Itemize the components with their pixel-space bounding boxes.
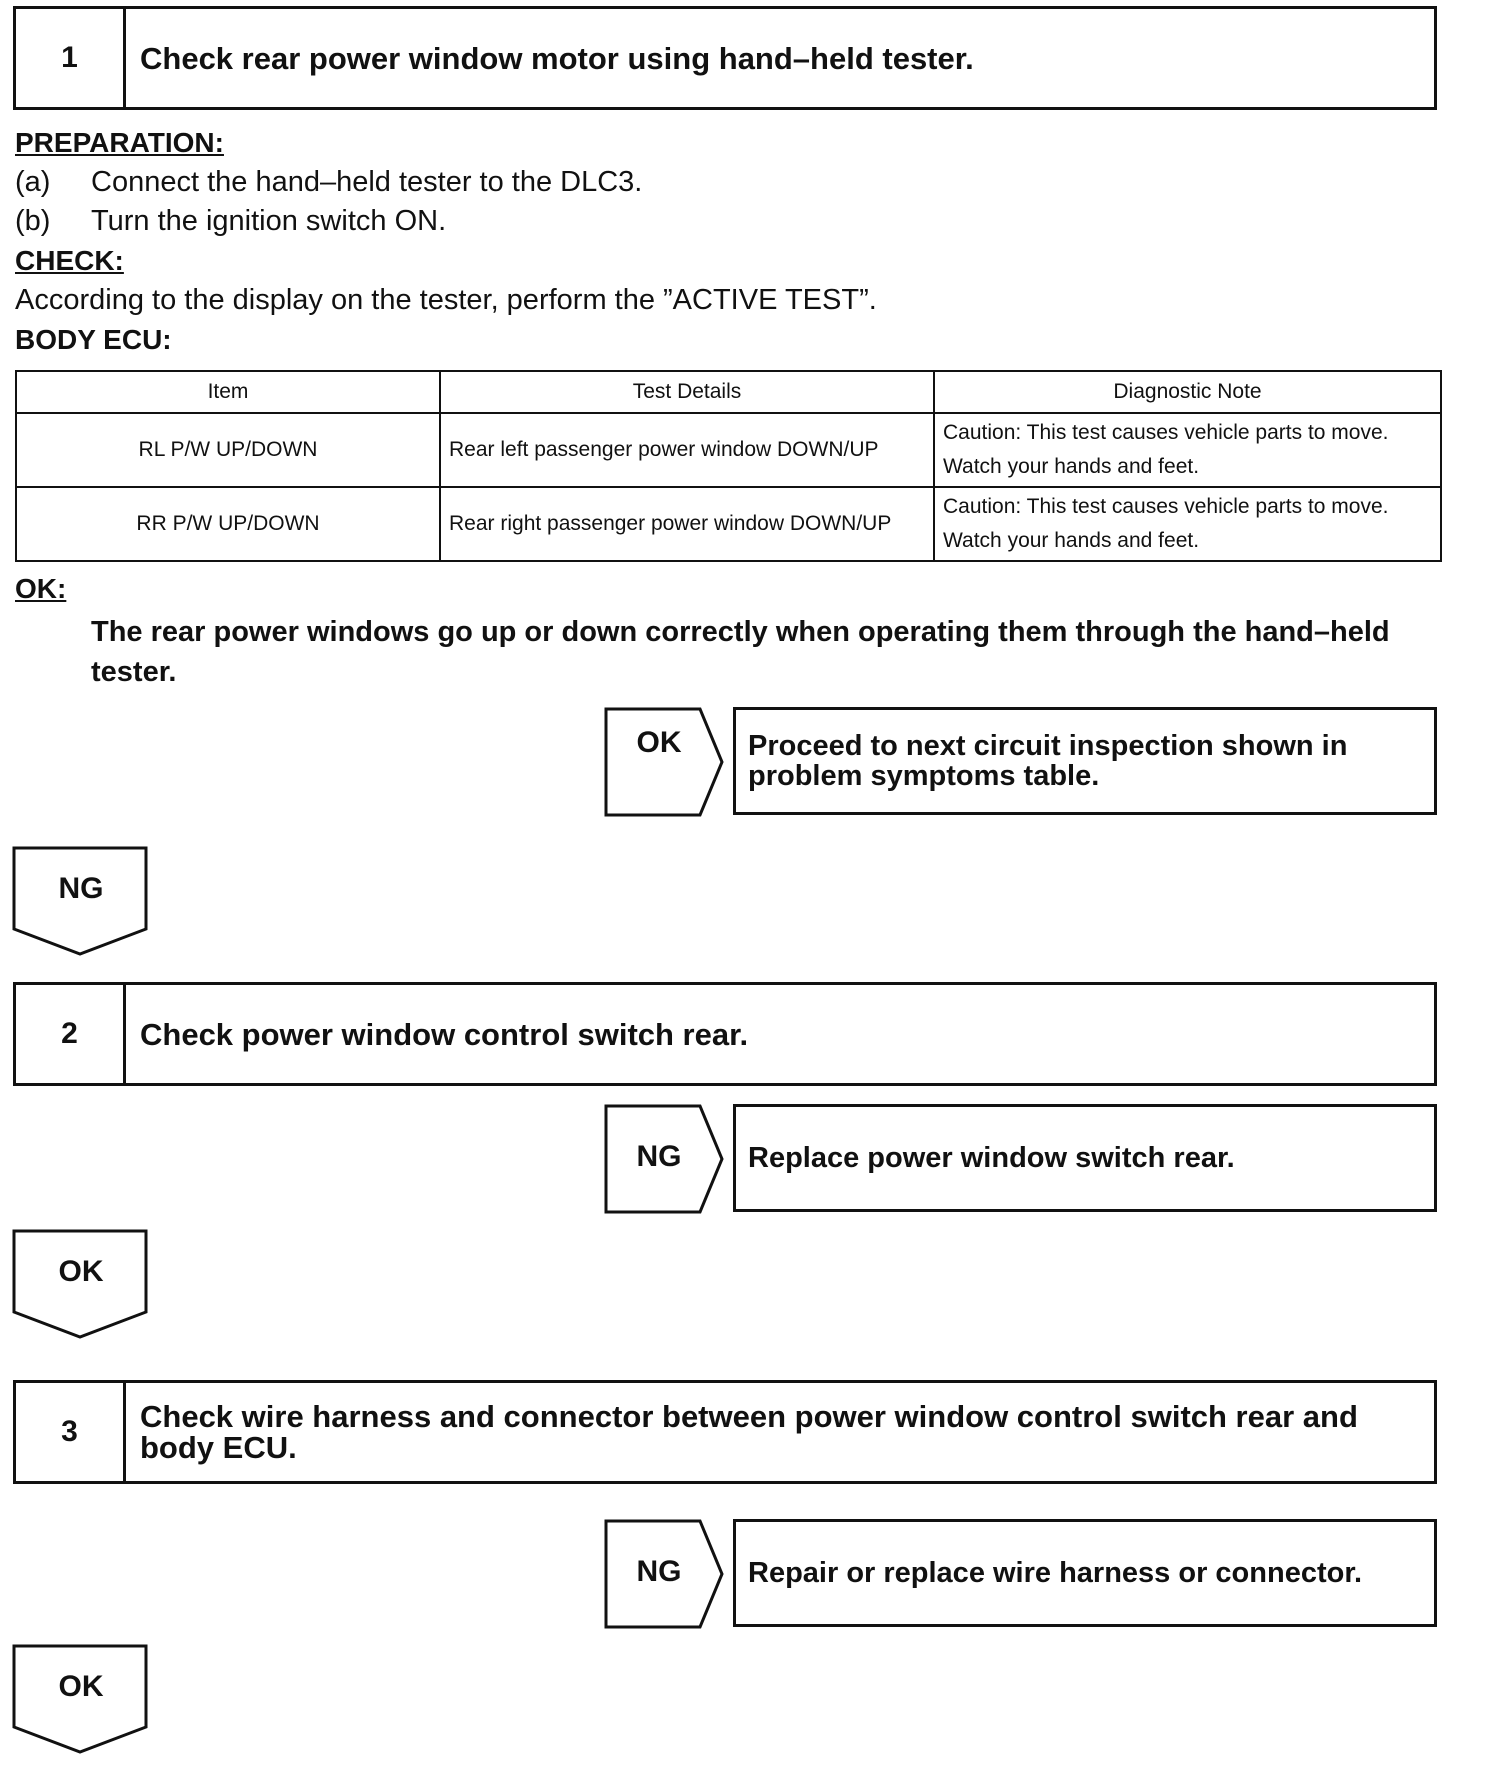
step-2-box bbox=[13, 982, 1437, 1086]
preparation-heading: PREPARATION: bbox=[15, 127, 224, 158]
ok-down-arrow-3-label: OK bbox=[58, 1670, 104, 1703]
ng-arrow-tag-3-label: NG bbox=[636, 1555, 682, 1588]
step-2-number: 2 bbox=[16, 985, 126, 1083]
column-header-item: Item bbox=[16, 371, 440, 413]
note-watch: Watch your hands and feet. bbox=[943, 455, 1200, 478]
step-1-number: 1 bbox=[16, 9, 126, 107]
step-3-title: Check wire harness and connector between power window control switch rear and body ECU. bbox=[140, 1399, 1358, 1465]
step-3-number: 3 bbox=[16, 1383, 126, 1481]
active-test-table bbox=[15, 370, 1442, 562]
table-row bbox=[16, 487, 1441, 561]
cell-test-details: Rear left passenger power window DOWN/UP bbox=[440, 413, 934, 487]
cell-diagnostic-note bbox=[934, 487, 1441, 561]
note-caution: Caution: This test causes vehicle parts to move. bbox=[943, 495, 1389, 518]
ok-arrow-tag-1 bbox=[604, 707, 726, 817]
check-text: According to the display on the tester, perform the ”ACTIVE TEST”. bbox=[15, 284, 877, 316]
cell-item: RL P/W UP/DOWN bbox=[16, 413, 440, 487]
column-header-test-details: Test Details bbox=[440, 371, 934, 413]
result-3-action: Repair or replace wire harness or connector. bbox=[733, 1519, 1437, 1627]
table-header-row bbox=[16, 371, 1441, 413]
check-heading: CHECK: bbox=[15, 245, 124, 276]
preparation-item-a-text: Connect the hand–held tester to the DLC3. bbox=[91, 166, 643, 198]
ok-heading: OK: bbox=[15, 573, 67, 604]
ok-down-arrow-2-label: OK bbox=[58, 1255, 104, 1288]
ok-criteria-text: The rear power windows go up or down correctly when operating them through the hand–held tester. bbox=[91, 616, 1390, 688]
step-1-title: Check rear power window motor using hand–held tester. bbox=[140, 40, 974, 76]
step-1-box bbox=[13, 6, 1437, 110]
preparation-item-a-label: (a) bbox=[15, 166, 51, 198]
cell-item: RR P/W UP/DOWN bbox=[16, 487, 440, 561]
ng-arrow-tag-2-label: NG bbox=[636, 1140, 682, 1173]
cell-test-details: Rear right passenger power window DOWN/UP bbox=[440, 487, 934, 561]
step-2-title: Check power window control switch rear. bbox=[140, 1016, 749, 1052]
table-row bbox=[16, 413, 1441, 487]
ok-arrow-tag-1-label: OK bbox=[636, 726, 682, 759]
result-1-action: Proceed to next circuit inspection shown in problem symptoms table. bbox=[733, 707, 1437, 815]
note-caution: Caution: This test causes vehicle parts to move. bbox=[943, 421, 1389, 444]
body-ecu-heading: BODY ECU: bbox=[15, 324, 172, 355]
ng-down-arrow-1-label: NG bbox=[58, 872, 104, 905]
column-header-diagnostic-note: Diagnostic Note bbox=[934, 371, 1441, 413]
cell-diagnostic-note bbox=[934, 413, 1441, 487]
preparation-item-b-text: Turn the ignition switch ON. bbox=[91, 205, 447, 237]
result-2-action: Replace power window switch rear. bbox=[733, 1104, 1437, 1212]
preparation-item-b-label: (b) bbox=[15, 205, 51, 237]
step-3-box bbox=[13, 1380, 1437, 1484]
note-watch: Watch your hands and feet. bbox=[943, 529, 1200, 552]
